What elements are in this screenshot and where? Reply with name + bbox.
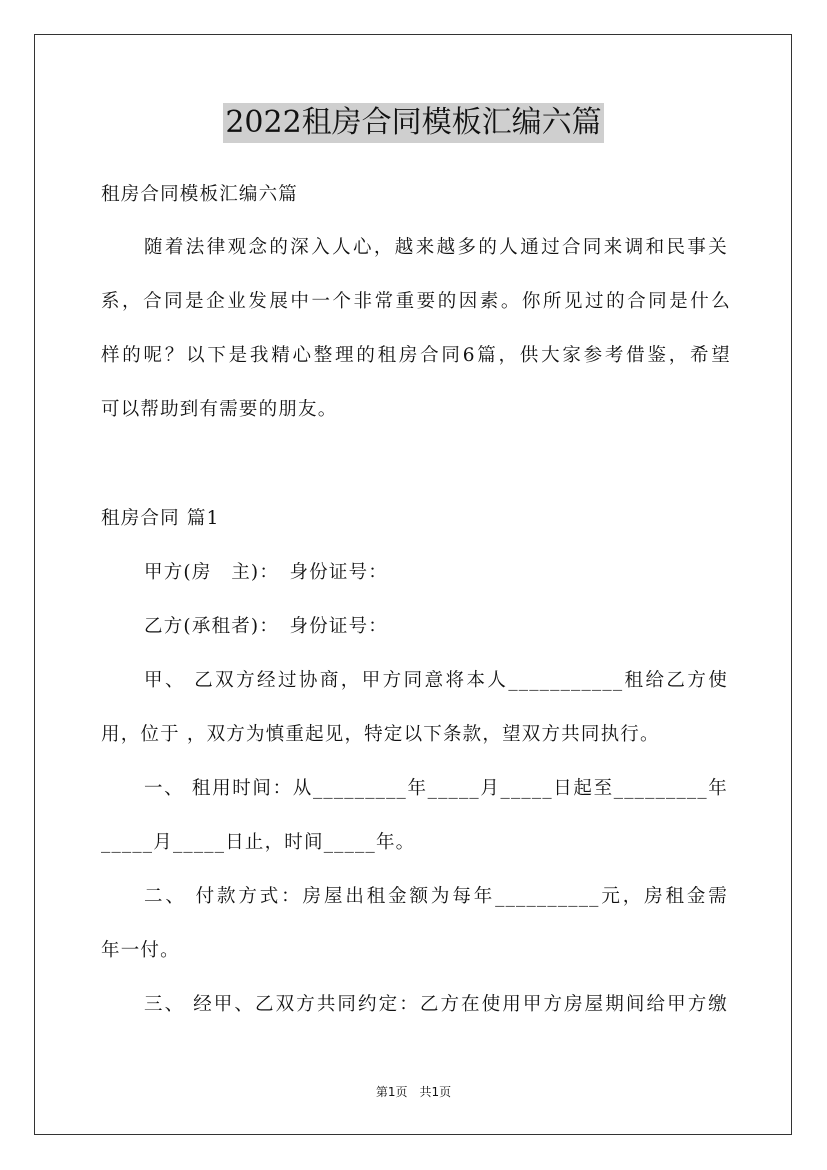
clause-2-line-1: 二、 付款方式：房屋出租金额为每年__________元，房租金需 [144,886,728,907]
clause-3-line-1: 三、 经甲、乙双方共同约定：乙方在使用甲方房屋期间给甲方缴 [144,994,728,1015]
party-a: 甲方(房 主)： 身份证号： [144,562,388,583]
intro-line-2: 系，合同是企业发展中一个非常重要的因素。你所见过的合同是什么 [101,291,731,312]
clause-intro-line-1: 甲、 乙双方经过协商，甲方同意将本人___________租给乙方使 [144,670,728,691]
clause-2-line-2: 年一付。 [101,940,180,961]
intro-line-1: 随着法律观念的深入人心，越来越多的人通过合同来调和民事关 [144,237,728,258]
party-b: 乙方(承租者)： 身份证号： [144,616,388,637]
intro-line-4: 可以帮助到有需要的朋友。 [101,399,338,420]
subtitle: 租房合同模板汇编六篇 [101,184,299,205]
clause-1-line-2: _____月_____日止，时间_____年。 [101,832,416,853]
clause-1-line-1: 一、 租用时间：从_________年_____月_____日起至_________年 [144,778,728,799]
intro-line-3: 样的呢？以下是我精心整理的租房合同6篇，供大家参考借鉴，希望 [101,345,731,366]
section-heading: 租房合同 篇1 [101,508,220,529]
page-footer: 第1页 共1页 [375,1085,452,1099]
document-title: 2022租房合同模板汇编六篇 [223,103,603,143]
title-container [0,103,827,143]
clause-intro-line-2: 用，位于 ，双方为慎重起见，特定以下条款，望双方共同执行。 [101,724,660,745]
